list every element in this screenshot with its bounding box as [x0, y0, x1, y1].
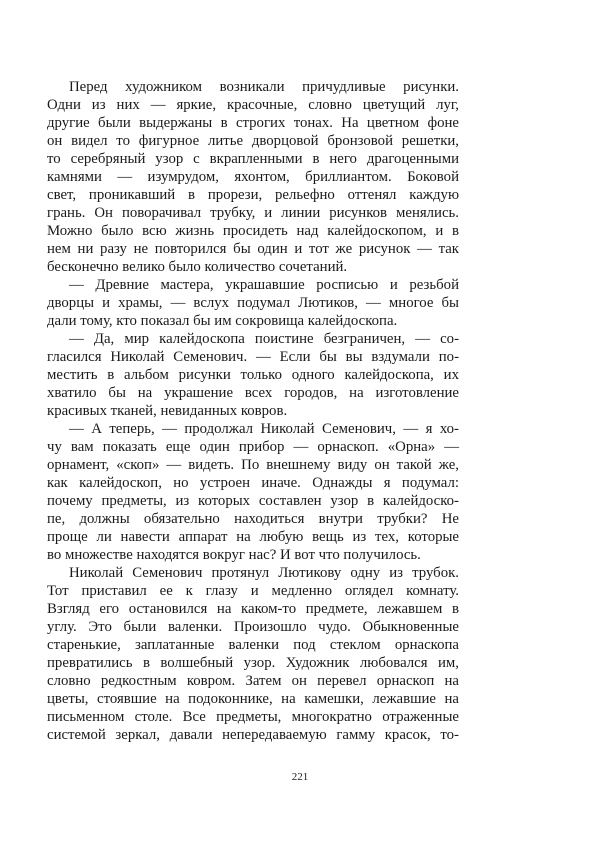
- text-line: бесконечно велико было количество сочетаний.: [47, 259, 348, 275]
- text-line: Николай Семенович протянул Лютикову одну из трубок.: [69, 565, 459, 581]
- text-line: во множестве находятся вокруг нас? И вот что получилось.: [47, 547, 421, 563]
- text-line: камнями — изумрудом, яхонтом, бриллиантом. Боковой: [47, 169, 459, 185]
- text-line: письменном столе. Все предметы, многократно отраженные: [47, 709, 459, 725]
- text-line: Взгляд его остановился на каком-то предмете, лежавшем в: [47, 601, 459, 617]
- text-line: Одни из них — яркие, красочные, словно цветущий луг,: [47, 97, 459, 113]
- text-line: хватило бы на украшение всех городов, на изготовление: [47, 385, 459, 401]
- text-line: местить в альбом рисунки только одного калейдоскопа, их: [47, 367, 459, 383]
- page-body: [47, 78, 459, 744]
- text-line: как калейдоскоп, но устроен иначе. Однажды я подумал:: [47, 475, 459, 491]
- text-line: пе, должны обязательно находиться внутри трубки? Не: [47, 511, 459, 527]
- text-line: — Древние мастера, украшавшие росписью и резьбой: [69, 277, 459, 293]
- text-line: углу. Это были валенки. Произошло чудо. Обыкновенные: [47, 619, 459, 635]
- text-line: словно редкостным ковром. Затем он перевел орнаскоп на: [47, 673, 459, 689]
- text-line: — Да, мир калейдоскопа поистине безграничен, — со-: [69, 331, 459, 347]
- text-line: — А теперь, — продолжал Николай Семенович, — я хо-: [69, 421, 459, 437]
- text-line: Можно было всю жизнь просидеть над калейдоскопом, и в: [47, 223, 459, 239]
- text-line: чу вам показать еще один прибор — орнаскоп. «Орна» —: [47, 439, 459, 455]
- text-line: системой зеркал, давали непередаваемую гамму красок, то-: [47, 727, 459, 743]
- text-line: Тот приставил ее к глазу и медленно оглядел комнату.: [47, 583, 459, 599]
- text-line: орнамент, «скоп» — видеть. По внешнему виду он такой же,: [47, 457, 459, 473]
- text-line: нем ни разу не повторился бы один и тот же рисунок — так: [47, 241, 459, 257]
- text-line: то серебряный узор с вкрапленными в него драгоценными: [47, 151, 459, 167]
- text-line: превратились в волшебный узор. Художник любовался им,: [47, 655, 459, 671]
- text-line: цветы, стоявшие на подоконнике, на камешки, лежавшие на: [47, 691, 459, 707]
- text-line: грань. Он поворачивал трубку, и линии рисунков менялись.: [47, 205, 459, 221]
- text-line: другие были выдержаны в строгих тонах. На цветном фоне: [47, 115, 459, 131]
- text-line: свет, проникавший в прорези, рельефно оттенял каждую: [47, 187, 459, 203]
- text-line: гласился Николай Семенович. — Если бы вы вздумали по-: [47, 349, 459, 365]
- text-line: почему предметы, из которых составлен узор в калейдоско-: [47, 493, 459, 509]
- text-line: старенькие, заплатанные валенки под стеклом орнаскопа: [47, 637, 459, 653]
- page-number: 221: [291, 771, 309, 783]
- text-line: Перед художником возникали причудливые рисунки.: [69, 79, 459, 95]
- text-line: проще ли навести аппарат на любую вещь из тех, которые: [47, 529, 459, 545]
- text-line: красивых тканей, невиданных ковров.: [47, 403, 288, 419]
- text-line: дали тому, кто показал бы им сокровища калейдоскопа.: [47, 313, 398, 329]
- text-line: дворцы и храмы, — вслух подумал Лютиков, — многое бы: [47, 295, 459, 311]
- text-line: он видел то фигурное литье дворцовой бронзовой решетки,: [47, 133, 459, 149]
